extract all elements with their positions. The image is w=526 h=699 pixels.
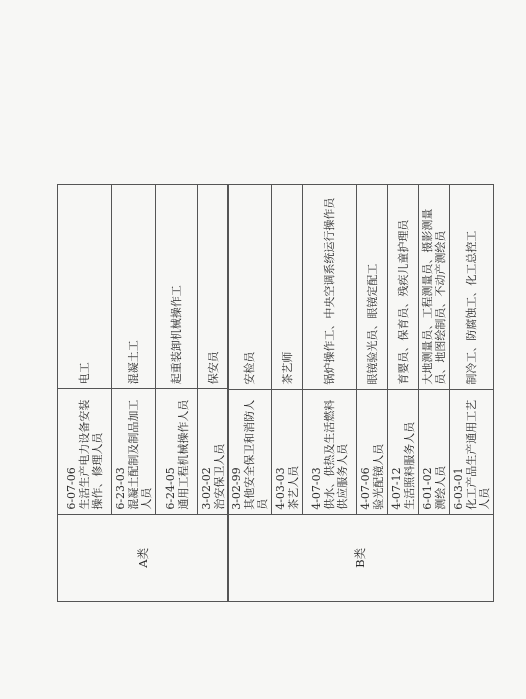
table-row	[58, 185, 112, 602]
occupation-cell	[272, 389, 303, 514]
occupation-code: 4-03-03	[274, 467, 287, 510]
occupation-cell	[156, 389, 198, 514]
job-titles: 眼镜验光员、眼镜定配工	[357, 185, 388, 390]
occupation-name: 其他安全保卫和消防人员	[243, 399, 269, 510]
job-titles: 茶艺师	[272, 185, 303, 390]
occupation-cell	[303, 389, 357, 514]
occupation-cell	[388, 389, 419, 514]
occupation-name: 治安保卫人员	[213, 443, 226, 510]
occupation-name: 通用工程机械操作人员	[176, 399, 190, 510]
occupation-name: 供水、供热及生活燃料供应服务人员	[323, 399, 349, 510]
occupation-cell	[112, 389, 156, 514]
occupation-code: 6-24-05	[163, 467, 177, 510]
job-titles: 制冷工、防腐蚀工、化工总控工	[450, 185, 494, 390]
occupation-cell	[419, 389, 450, 514]
occupation-name: 化工产品生产通用工艺人员	[465, 399, 491, 510]
occupation-code: 4-07-03	[310, 467, 323, 510]
occupation-table-a	[57, 184, 229, 602]
occupation-code: 3-02-02	[200, 467, 213, 510]
occupation-cell	[198, 389, 229, 514]
job-titles: 电工	[58, 185, 112, 389]
occupation-name: 测绘人员	[434, 465, 447, 510]
occupation-code: 4-07-12	[390, 467, 403, 510]
job-titles: 混凝土工	[112, 185, 156, 389]
occupation-name: 验光配镜人员	[372, 443, 385, 510]
category-cell: A类	[58, 514, 229, 601]
job-titles: 安检员	[228, 185, 272, 390]
occupation-cell	[58, 389, 112, 514]
job-titles: 保安员	[198, 185, 229, 389]
table-row	[228, 185, 272, 602]
occupation-name: 生活生产电力设备安装操作、修理人员	[78, 399, 104, 510]
occupation-name: 混凝土配制及制品加工人员	[127, 399, 153, 510]
job-titles: 育婴员、保育员、残疾儿童护理员	[388, 185, 419, 390]
occupation-code: 4-07-06	[359, 467, 372, 510]
category-cell: B类	[228, 514, 494, 601]
occupation-code: 6-01-02	[421, 467, 434, 510]
occupation-name: 生活照料服务人员	[403, 421, 416, 510]
job-titles: 大地测量员、工程测量员、摄影测量员、地图绘制员、不动产测绘员	[419, 185, 450, 390]
occupation-code: 6-23-03	[114, 467, 127, 510]
occupation-table-b	[227, 184, 494, 602]
job-titles: 起重装卸机械操作工	[156, 185, 198, 389]
occupation-code: 6-07-06	[65, 467, 78, 510]
job-titles: 锅炉操作工、中央空调系统运行操作员	[303, 185, 357, 390]
occupation-name: 茶艺人员	[287, 465, 300, 510]
occupation-cell	[228, 389, 272, 514]
occupation-cell	[450, 389, 494, 514]
occupation-code: 3-02-99	[230, 467, 243, 510]
occupation-code: 6-03-01	[452, 467, 465, 510]
occupation-cell	[357, 389, 388, 514]
